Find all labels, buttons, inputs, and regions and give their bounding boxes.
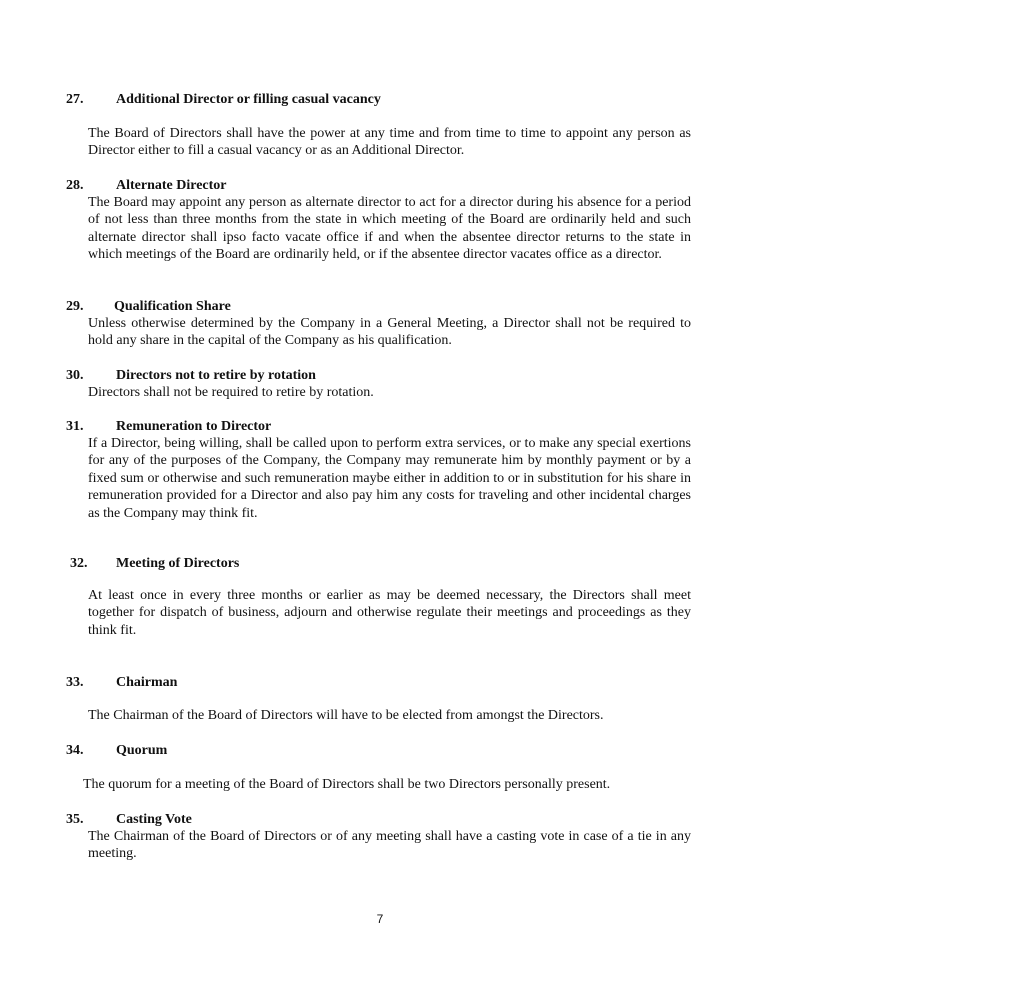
section-title: Additional Director or filling casual vacancy (116, 92, 381, 107)
section-number: 33. (66, 675, 84, 690)
section-title: Remuneration to Director (116, 419, 272, 434)
section-number: 30. (66, 368, 84, 383)
section-body: Unless otherwise determined by the Company in a General Meeting, a Director shall not be required to hold any share in the capital of the Company as his qualification. (88, 316, 691, 349)
section-title: Alternate Director (116, 178, 227, 193)
section-number: 35. (66, 812, 84, 827)
section-body: The Board may appoint any person as alternate director to act for a director during his absence for a period of not less than three months from the state in which meeting of the Board are ordinarily held and such alternate director shall ipso facto vacate office if and when the absentee director returns to the state in which meetings of the Board are ordinarily held, or if the absentee director vacates office as a director. (88, 195, 691, 263)
section-body: Directors shall not be required to retire by rotation. (88, 385, 374, 400)
section-body: At least once in every three months or earlier as may be deemed necessary, the Directors shall meet together for dispatch of business, adjourn and otherwise regulate their meetings and proceedings as they think fit. (88, 588, 691, 638)
section-title: Qualification Share (114, 299, 231, 314)
section-title: Directors not to retire by rotation (116, 368, 316, 383)
section-number: 28. (66, 178, 84, 193)
section-number: 34. (66, 743, 84, 758)
section-number: 27. (66, 92, 84, 107)
section-body: The Board of Directors shall have the power at any time and from time to time to appoint any person as Director either to fill a casual vacancy or as an Additional Director. (88, 126, 691, 159)
section-number: 32. (70, 556, 88, 571)
section-number: 29. (66, 299, 84, 314)
section-title: Quorum (116, 743, 168, 758)
section-title: Casting Vote (116, 812, 192, 827)
section-title: Meeting of Directors (116, 556, 240, 571)
section-body: The Chairman of the Board of Directors will have to be elected from amongst the Directors. (88, 708, 604, 723)
page-number: 7 (376, 912, 384, 926)
section-body: The quorum for a meeting of the Board of Directors shall be two Directors personally present. (83, 777, 611, 792)
section-number: 31. (66, 419, 84, 434)
section-title: Chairman (116, 675, 178, 690)
section-body: The Chairman of the Board of Directors or of any meeting shall have a casting vote in case of a tie in any meeting. (88, 829, 691, 862)
section-body: If a Director, being willing, shall be called upon to perform extra services, or to make any special exertions for any of the purposes of the Company, the Company may remunerate him by monthly payment or by a fixed sum or otherwise and such remuneration maybe either in addition to or in substitution for his share in remuneration provided for a Director and also pay him any costs for traveling and other incidental charges as the Company may think fit. (88, 436, 691, 521)
